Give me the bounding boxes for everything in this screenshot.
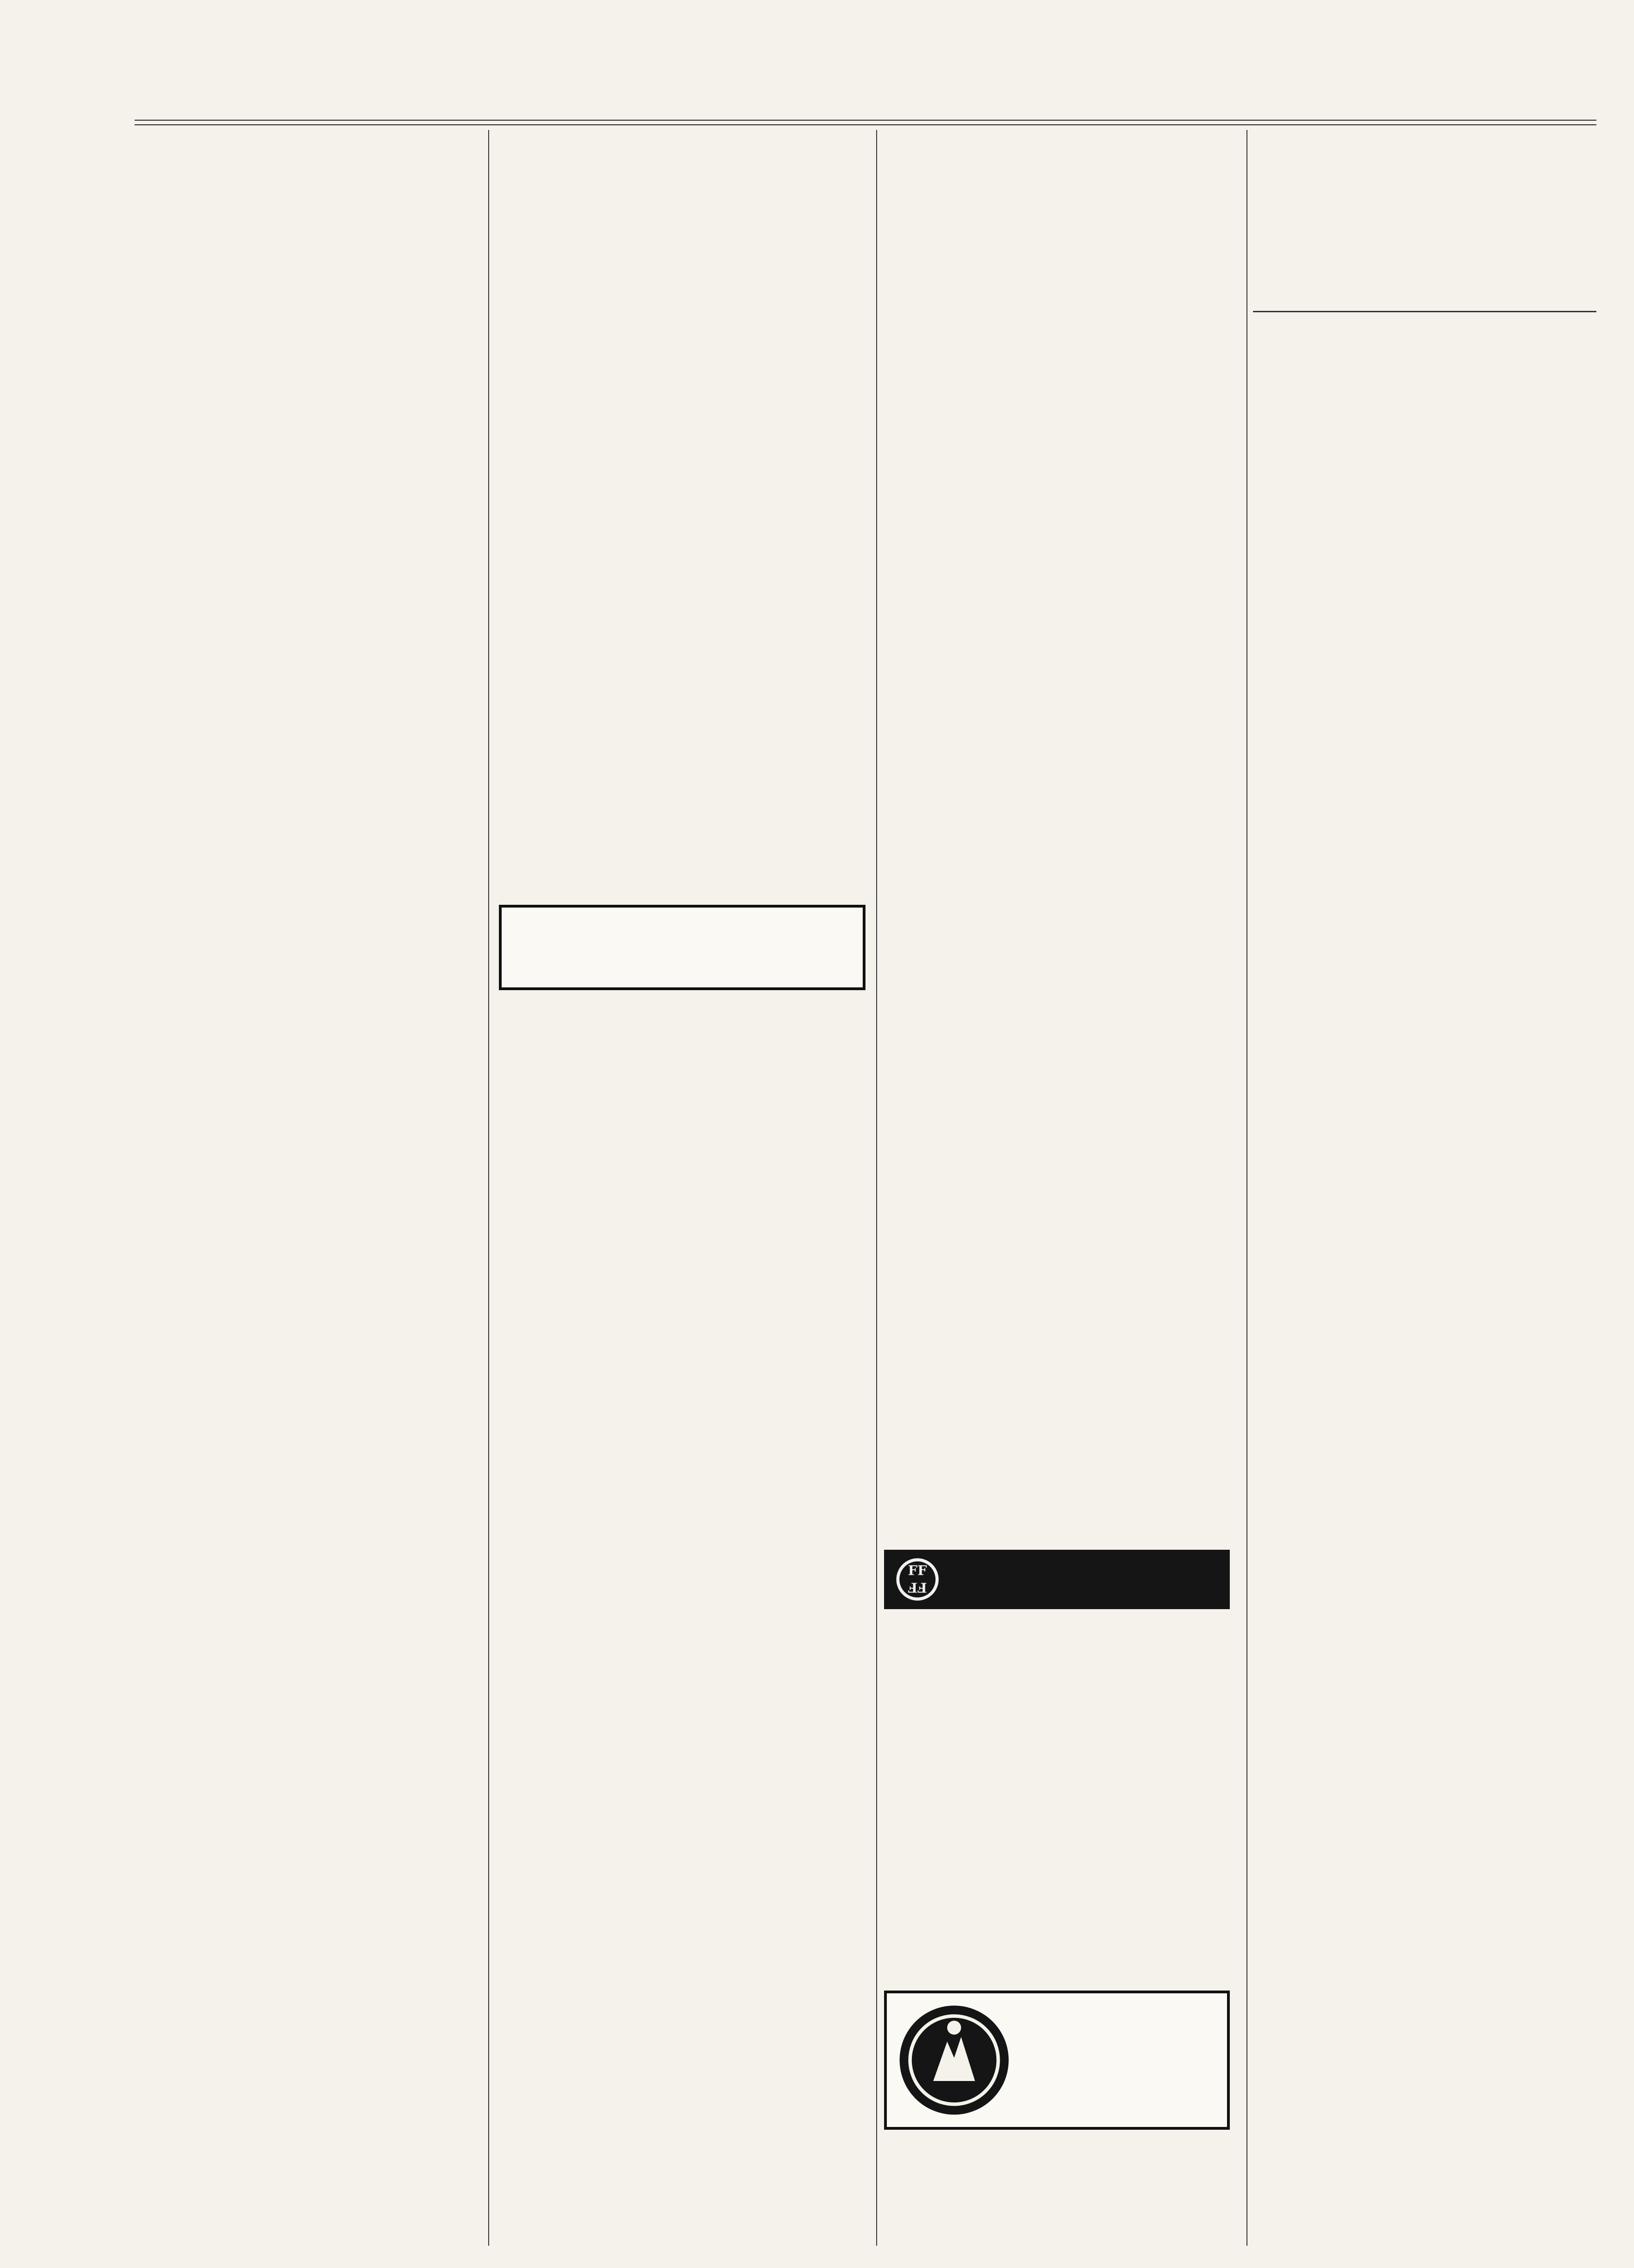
column-2: [497, 135, 868, 886]
column-2-bottom: [497, 1670, 868, 2246]
column-divider: [1246, 130, 1247, 2246]
column-2-middle: [497, 998, 868, 1656]
header-rule: [135, 120, 1596, 125]
turner-cross-icon: [895, 1557, 940, 1602]
svg-text:FF: FF: [908, 1579, 927, 1596]
spende-ferienheime-ad: [884, 1991, 1230, 2130]
column-3-bottom: [884, 1622, 1239, 1979]
emblem-icon: [896, 2002, 1012, 2118]
column-4: [1255, 320, 1596, 2246]
deutsche-schutzarbeit-ad: [499, 905, 865, 990]
column-divider: [488, 130, 489, 2246]
column-1: [139, 135, 480, 2250]
deutsches-turnen-ad: [884, 1550, 1230, 1609]
column-divider: [876, 130, 877, 2246]
svg-text:FF: FF: [908, 1562, 927, 1579]
page-header: [135, 84, 1596, 111]
ad-rule: [1253, 311, 1596, 312]
column-3: [884, 135, 1239, 1596]
travel-ad-body: [1295, 188, 1596, 191]
